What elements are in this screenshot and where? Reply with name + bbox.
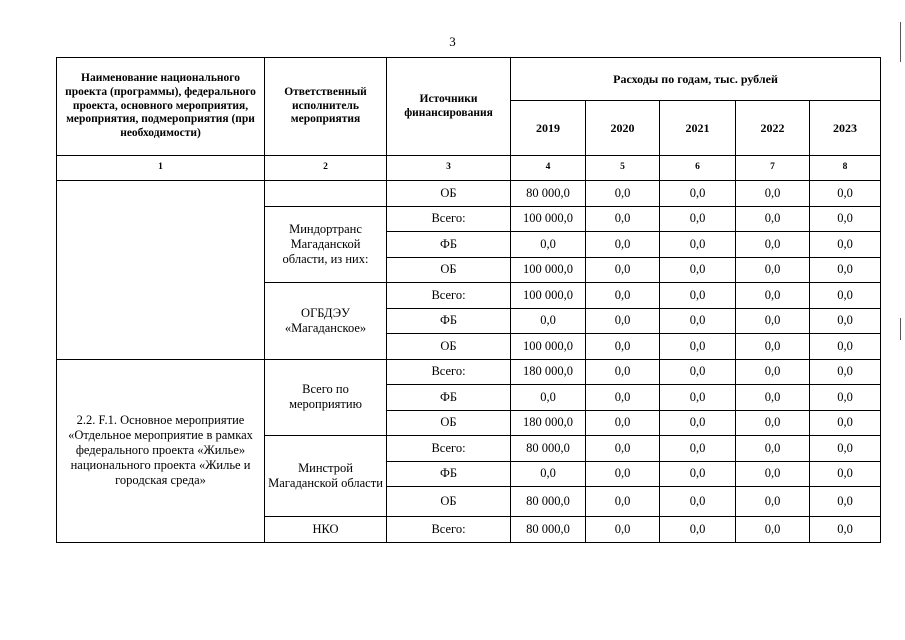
funding-source-cell: ОБ: [387, 487, 511, 517]
amount-2021-cell: 0,0: [660, 257, 736, 283]
project-name-cell: [57, 181, 265, 360]
amount-2019-cell: 180 000,0: [511, 359, 586, 385]
amount-2019-cell: 0,0: [511, 232, 586, 258]
column-number: 6: [660, 156, 736, 181]
funding-source-cell: ОБ: [387, 410, 511, 436]
funding-source-cell: Всего:: [387, 206, 511, 232]
scan-edge-mark-middle: [900, 318, 901, 340]
amount-2022-cell: 0,0: [736, 334, 810, 360]
amount-2021-cell: 0,0: [660, 181, 736, 207]
header-executor: Ответственный исполнитель мероприятия: [265, 58, 387, 156]
amount-2021-cell: 0,0: [660, 487, 736, 517]
amount-2022-cell: 0,0: [736, 517, 810, 543]
header-project-name: Наименование национального проекта (программы), федерального проекта, основного мероприятия, мероприятия, подмероприятия (при необходимости): [57, 58, 265, 156]
funding-source-cell: Всего:: [387, 359, 511, 385]
amount-2019-cell: 100 000,0: [511, 206, 586, 232]
amount-2020-cell: 0,0: [586, 359, 660, 385]
funding-source-cell: Всего:: [387, 517, 511, 543]
amount-2022-cell: 0,0: [736, 487, 810, 517]
amount-2022-cell: 0,0: [736, 410, 810, 436]
funding-source-cell: Всего:: [387, 283, 511, 309]
header-year: 2021: [660, 101, 736, 156]
amount-2019-cell: 80 000,0: [511, 181, 586, 207]
amount-2021-cell: 0,0: [660, 517, 736, 543]
amount-2021-cell: 0,0: [660, 283, 736, 309]
amount-2023-cell: 0,0: [810, 257, 881, 283]
column-number: 8: [810, 156, 881, 181]
executor-cell: Миндортранс Магаданской области, из них:: [265, 206, 387, 283]
column-number: 7: [736, 156, 810, 181]
column-number: 4: [511, 156, 586, 181]
amount-2020-cell: 0,0: [586, 385, 660, 411]
amount-2021-cell: 0,0: [660, 359, 736, 385]
amount-2022-cell: 0,0: [736, 181, 810, 207]
funding-source-cell: ОБ: [387, 257, 511, 283]
funding-source-cell: ФБ: [387, 385, 511, 411]
executor-cell: Минстрой Магаданской области: [265, 436, 387, 517]
amount-2020-cell: 0,0: [586, 517, 660, 543]
amount-2019-cell: 0,0: [511, 385, 586, 411]
amount-2019-cell: 180 000,0: [511, 410, 586, 436]
amount-2021-cell: 0,0: [660, 461, 736, 487]
amount-2022-cell: 0,0: [736, 359, 810, 385]
amount-2022-cell: 0,0: [736, 436, 810, 462]
amount-2020-cell: 0,0: [586, 283, 660, 309]
amount-2020-cell: 0,0: [586, 257, 660, 283]
amount-2023-cell: 0,0: [810, 232, 881, 258]
amount-2022-cell: 0,0: [736, 257, 810, 283]
amount-2023-cell: 0,0: [810, 461, 881, 487]
executor-cell: Всего по мероприятию: [265, 359, 387, 436]
amount-2023-cell: 0,0: [810, 308, 881, 334]
executor-cell: НКО: [265, 517, 387, 543]
column-number: 5: [586, 156, 660, 181]
column-numbers-row: [57, 156, 881, 181]
amount-2020-cell: 0,0: [586, 334, 660, 360]
amount-2019-cell: 100 000,0: [511, 257, 586, 283]
header-expenses-by-year: Расходы по годам, тыс. рублей: [511, 58, 881, 101]
amount-2020-cell: 0,0: [586, 436, 660, 462]
column-number: 3: [387, 156, 511, 181]
amount-2023-cell: 0,0: [810, 410, 881, 436]
amount-2023-cell: 0,0: [810, 385, 881, 411]
amount-2021-cell: 0,0: [660, 232, 736, 258]
amount-2021-cell: 0,0: [660, 410, 736, 436]
amount-2020-cell: 0,0: [586, 181, 660, 207]
amount-2019-cell: 0,0: [511, 308, 586, 334]
funding-source-cell: ФБ: [387, 308, 511, 334]
project-name-cell: 2.2. F.1. Основное мероприятие «Отдельное мероприятие в рамках федерального проекта «Жилье» национального проекта «Жилье и городская среда»: [57, 359, 265, 542]
amount-2019-cell: 0,0: [511, 461, 586, 487]
header-year: 2020: [586, 101, 660, 156]
column-number: 1: [57, 156, 265, 181]
amount-2022-cell: 0,0: [736, 461, 810, 487]
amount-2021-cell: 0,0: [660, 334, 736, 360]
amount-2019-cell: 80 000,0: [511, 517, 586, 543]
header-year: 2019: [511, 101, 586, 156]
table-row: [57, 181, 881, 207]
amount-2021-cell: 0,0: [660, 436, 736, 462]
funding-source-cell: Всего:: [387, 436, 511, 462]
scan-edge-mark-top: [900, 22, 901, 62]
amount-2021-cell: 0,0: [660, 206, 736, 232]
header-year: 2023: [810, 101, 881, 156]
executor-cell: [265, 181, 387, 207]
header-funding-source: Источники финансирования: [387, 58, 511, 156]
amount-2022-cell: 0,0: [736, 232, 810, 258]
column-number: 2: [265, 156, 387, 181]
amount-2023-cell: 0,0: [810, 283, 881, 309]
amount-2019-cell: 80 000,0: [511, 436, 586, 462]
amount-2023-cell: 0,0: [810, 359, 881, 385]
amount-2020-cell: 0,0: [586, 232, 660, 258]
funding-source-cell: ОБ: [387, 181, 511, 207]
expenses-table: [56, 57, 881, 543]
amount-2023-cell: 0,0: [810, 206, 881, 232]
amount-2023-cell: 0,0: [810, 436, 881, 462]
amount-2020-cell: 0,0: [586, 206, 660, 232]
page-number: 3: [449, 34, 456, 49]
funding-source-cell: ФБ: [387, 461, 511, 487]
funding-source-cell: ФБ: [387, 232, 511, 258]
amount-2023-cell: 0,0: [810, 517, 881, 543]
amount-2020-cell: 0,0: [586, 487, 660, 517]
funding-source-cell: ОБ: [387, 334, 511, 360]
amount-2019-cell: 80 000,0: [511, 487, 586, 517]
amount-2019-cell: 100 000,0: [511, 334, 586, 360]
table-row: [57, 359, 881, 385]
amount-2022-cell: 0,0: [736, 385, 810, 411]
amount-2019-cell: 100 000,0: [511, 283, 586, 309]
amount-2020-cell: 0,0: [586, 410, 660, 436]
amount-2022-cell: 0,0: [736, 283, 810, 309]
amount-2020-cell: 0,0: [586, 308, 660, 334]
amount-2022-cell: 0,0: [736, 308, 810, 334]
amount-2023-cell: 0,0: [810, 334, 881, 360]
amount-2022-cell: 0,0: [736, 206, 810, 232]
executor-cell: ОГБДЭУ «Магаданское»: [265, 283, 387, 360]
amount-2021-cell: 0,0: [660, 308, 736, 334]
amount-2020-cell: 0,0: [586, 461, 660, 487]
amount-2023-cell: 0,0: [810, 487, 881, 517]
amount-2021-cell: 0,0: [660, 385, 736, 411]
amount-2023-cell: 0,0: [810, 181, 881, 207]
header-year: 2022: [736, 101, 810, 156]
